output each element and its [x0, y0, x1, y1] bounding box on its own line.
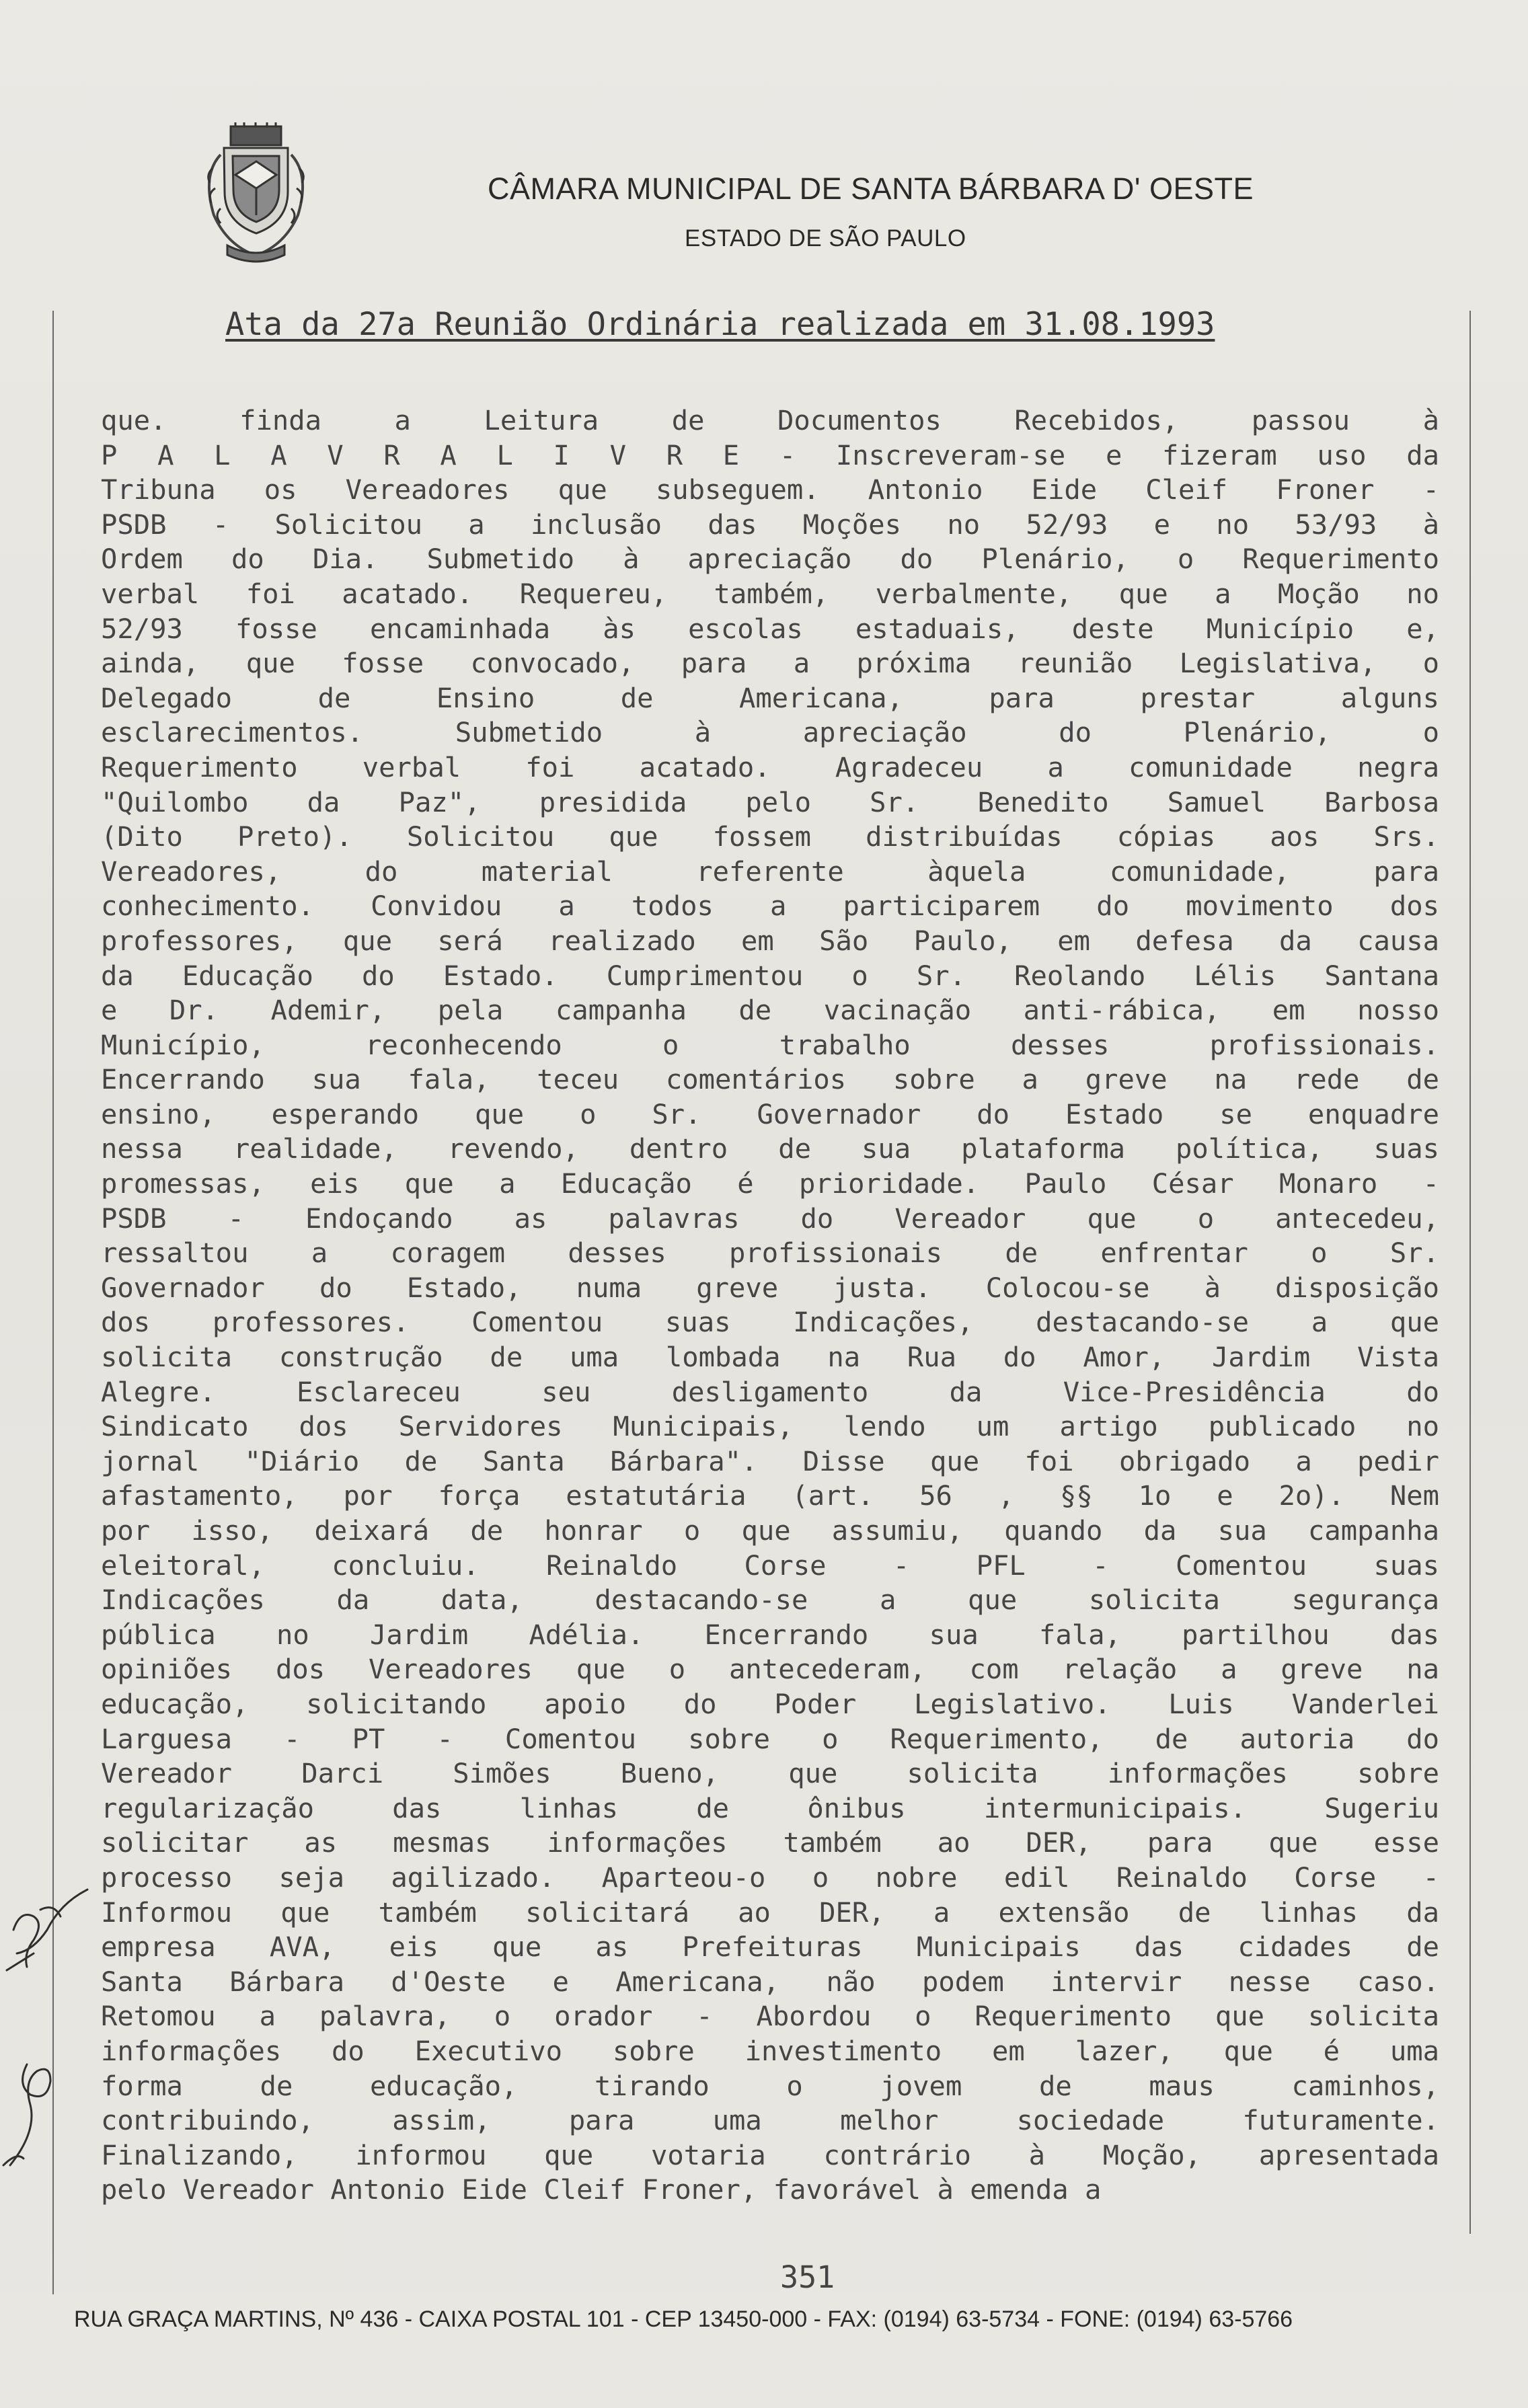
text-line: informações do Executivo sobre investimento em lazer, que é uma	[101, 2034, 1439, 2067]
text-line: forma de educação, tirando o jovem de maus caminhos,	[101, 2069, 1439, 2102]
text-line: 52/93 fosse encaminhada às escolas estaduais, deste Município e,	[101, 612, 1439, 645]
text-line: por isso, deixará de honrar o que assumiu, quando da sua campanha	[101, 1514, 1439, 1547]
text-line: Município, reconhecendo o trabalho desses profissionais.	[101, 1028, 1439, 1061]
footer-address: RUA GRAÇA MARTINS, Nº 436 - CAIXA POSTAL 101 - CEP 13450-000 - FAX: (0194) 63-5734 - FONE: (0194) 63-5766	[74, 2306, 1293, 2332]
text-line: educação, solicitando apoio do Poder Legislativo. Luis Vanderlei	[101, 1687, 1439, 1720]
text-line: verbal foi acatado. Requereu, também, verbalmente, que a Moção no	[101, 577, 1439, 610]
text-line: conhecimento. Convidou a todos a participarem do movimento dos	[101, 890, 1439, 923]
text-line: pública no Jardim Adélia. Encerrando sua fala, partilhou das	[101, 1618, 1439, 1651]
text-line: regularização das linhas de ônibus intermunicipais. Sugeriu	[101, 1791, 1439, 1824]
text-line: Retomou a palavra, o orador - Abordou o Requerimento que solicita	[101, 2000, 1439, 2033]
text-line: dos professores. Comentou suas Indicações, destacando-se a que	[101, 1306, 1439, 1339]
text-line: Indicações da data, destacando-se a que solicita segurança	[101, 1584, 1439, 1617]
text-line: Sindicato dos Servidores Municipais, lendo um artigo publicado no	[101, 1410, 1439, 1443]
text-line: ainda, que fosse convocado, para a próxima reunião Legislativa, o	[101, 647, 1439, 680]
text-line: Alegre. Esclareceu seu desligamento da Vice-Presidência do	[101, 1375, 1439, 1408]
handwritten-signature-icon	[0, 1869, 101, 2219]
text-line: Ordem do Dia. Submetido à apreciação do Plenário, o Requerimento	[101, 543, 1439, 576]
text-line: pelo Vereador Antonio Eide Cleif Froner, favorável à emenda a	[101, 2173, 1102, 2206]
text-line: (Dito Preto). Solicitou que fossem distribuídas cópias aos Srs.	[101, 820, 1439, 853]
text-line: empresa AVA, eis que as Prefeituras Municipais das cidades de	[101, 1931, 1439, 1964]
text-line: PSDB - Solicitou a inclusão das Moções no 52/93 e no 53/93 à	[101, 508, 1439, 541]
text-line: Encerrando sua fala, teceu comentários sobre a greve na rede de	[101, 1063, 1439, 1096]
text-line: Vereadores, do material referente àquela comunidade, para	[101, 855, 1439, 888]
text-line: nessa realidade, revendo, dentro de sua plataforma política, suas	[101, 1132, 1439, 1165]
text-line: Requerimento verbal foi acatado. Agradeceu a comunidade negra	[101, 750, 1439, 783]
text-line: e Dr. Ademir, pela campanha de vacinação anti-rábica, em nosso	[101, 994, 1439, 1027]
text-line: professores, que será realizado em São Paulo, em defesa da causa	[101, 924, 1439, 957]
text-line: da Educação do Estado. Cumprimentou o Sr. Reolando Lélis Santana	[101, 959, 1439, 992]
text-line: esclarecimentos. Submetido à apreciação do Plenário, o	[101, 716, 1439, 749]
text-line: eleitoral, concluiu. Reinaldo Corse - PFL - Comentou suas	[101, 1549, 1439, 1582]
text-line: promessas, eis que a Educação é prioridade. Paulo César Monaro -	[101, 1167, 1439, 1200]
text-line: ensino, esperando que o Sr. Governador do Estado se enquadre	[101, 1097, 1439, 1130]
text-line: Larguesa - PT - Comentou sobre o Requerimento, de autoria do	[101, 1722, 1439, 1755]
text-line: que. finda a Leitura de Documentos Recebidos, passou à	[101, 404, 1439, 436]
text-line: solicitar as mesmas informações também ao DER, para que esse	[101, 1826, 1439, 1859]
coat-of-arms-icon	[200, 121, 311, 266]
text-line: opiniões dos Vereadores que o antecederam, com relação a greve na	[101, 1653, 1439, 1686]
text-line: Vereador Darci Simões Bueno, que solicita informações sobre	[101, 1757, 1439, 1790]
text-line: solicita construção de uma lombada na Rua do Amor, Jardim Vista	[101, 1341, 1439, 1374]
header-subtitle: ESTADO DE SÃO PAULO	[685, 225, 966, 251]
text-line: P A L A V R A L I V R E - Inscreveram-se e fizeram uso da	[101, 438, 1439, 471]
document-title: Ata da 27a Reunião Ordinária realizada em 31.08.1993	[225, 306, 1215, 343]
text-line: Delegado de Ensino de Americana, para prestar alguns	[101, 681, 1439, 714]
text-line: PSDB - Endoçando as palavras do Vereador que o antecedeu,	[101, 1202, 1439, 1235]
text-line: jornal "Diário de Santa Bárbara". Disse que foi obrigado a pedir	[101, 1444, 1439, 1477]
header-title: CÂMARA MUNICIPAL DE SANTA BÁRBARA D' OESTE	[488, 171, 1254, 206]
page-border-right	[1469, 311, 1471, 2234]
minutes-body	[101, 403, 1439, 2208]
text-line: Santa Bárbara d'Oeste e Americana, não podem intervir nesse caso.	[101, 1965, 1439, 1998]
text-line: afastamento, por força estatutária (art. 56 , §§ 1o e 2o). Nem	[101, 1479, 1439, 1512]
page-number: 351	[780, 2259, 835, 2295]
text-line: ressaltou a coragem desses profissionais de enfrentar o Sr.	[101, 1237, 1439, 1270]
text-line: Governador do Estado, numa greve justa. Colocou-se à disposição	[101, 1271, 1439, 1304]
text-line: Finalizando, informou que votaria contrário à Moção, apresentada	[101, 2138, 1439, 2171]
text-line: contribuindo, assim, para uma melhor sociedade futuramente.	[101, 2104, 1439, 2137]
text-line: "Quilombo da Paz", presidida pelo Sr. Benedito Samuel Barbosa	[101, 785, 1439, 818]
text-line: processo seja agilizado. Aparteou-o o nobre edil Reinaldo Corse -	[101, 1861, 1439, 1894]
text-line: Informou que também solicitará ao DER, a extensão de linhas da	[101, 1896, 1439, 1929]
text-line: Tribuna os Vereadores que subseguem. Antonio Eide Cleif Froner -	[101, 473, 1439, 506]
